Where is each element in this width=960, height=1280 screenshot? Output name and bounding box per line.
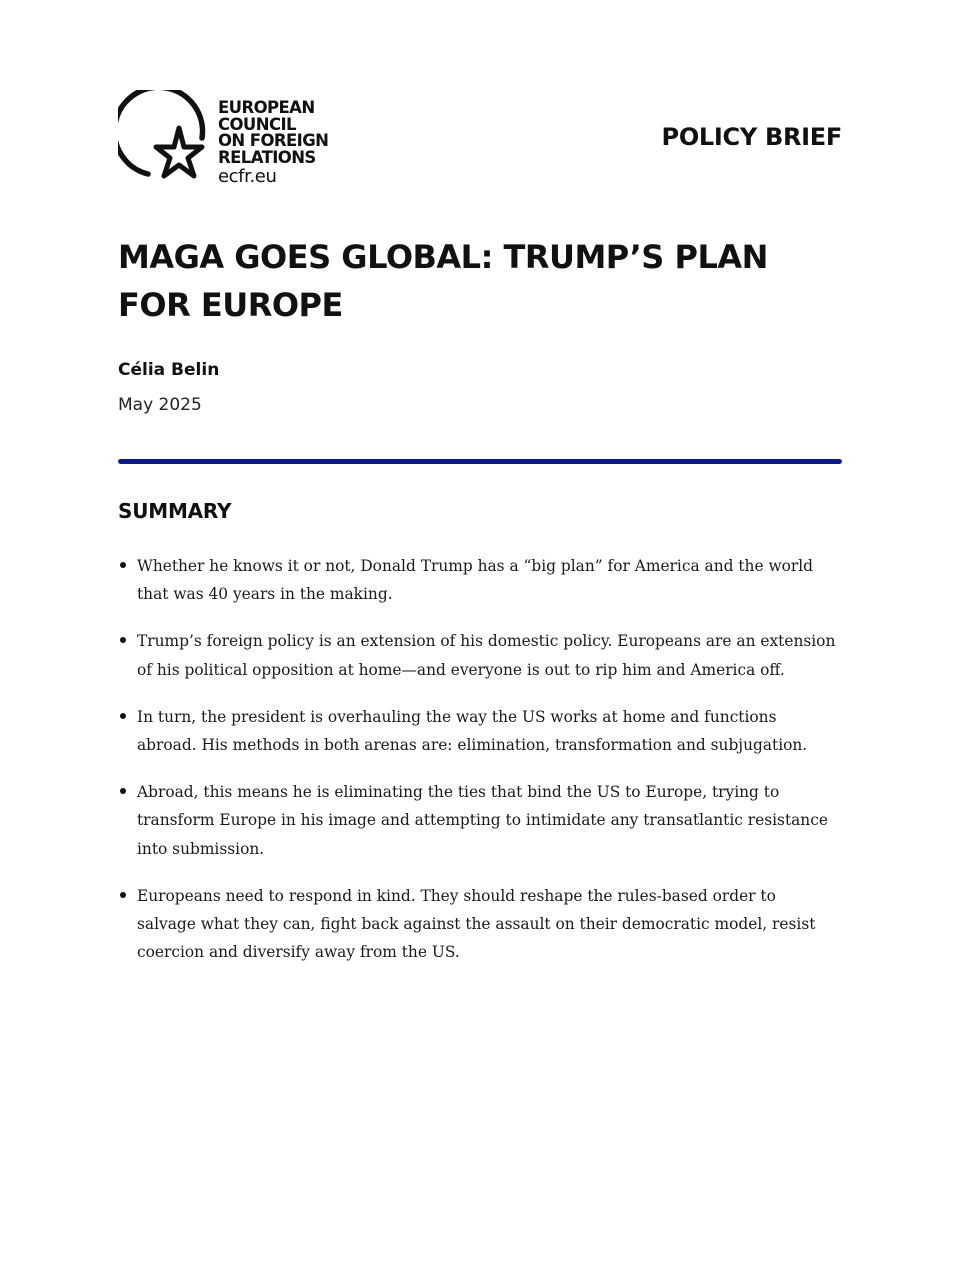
- logo-url: ecfr.eu: [218, 166, 277, 187]
- page-header: [118, 90, 842, 194]
- summary-item-text: Abroad, this means he is eliminating the ties that bind the US to Europe, trying to transform Europe in his image and attempting to intimidate any transatlantic resistance into submission.: [137, 783, 828, 858]
- bullet-icon: [120, 892, 126, 898]
- logo-line-3: ON FOREIGN: [218, 131, 329, 150]
- document-title: MAGA GOES GLOBAL: TRUMP’S PLAN FOR EUROPE: [118, 238, 768, 324]
- ecfr-logo: [118, 90, 338, 194]
- summary-item-text: Whether he knows it or not, Donald Trump has a “big plan” for America and the world that was 40 years in the making.: [137, 557, 814, 604]
- logo-wordmark: [218, 100, 328, 187]
- section-divider: [118, 459, 842, 464]
- summary-heading: SUMMARY: [118, 499, 232, 523]
- author-name: Célia Belin: [118, 360, 220, 380]
- document-type-label: POLICY BRIEF: [661, 123, 842, 151]
- publication-date: May 2025: [118, 395, 202, 415]
- summary-item: [118, 703, 838, 759]
- bullet-icon: [120, 637, 126, 643]
- bullet-icon: [120, 788, 126, 794]
- summary-item: [118, 627, 838, 683]
- logo-line-2: COUNCIL: [218, 114, 296, 134]
- logo-line-4: RELATIONS: [218, 147, 316, 167]
- summary-item: [118, 778, 838, 863]
- logo-line-1: EUROPEAN: [218, 98, 315, 117]
- summary-item: [118, 552, 838, 608]
- summary-item-text: In turn, the president is overhauling the way the US works at home and functions abroad. His methods in both arenas are: elimination, transformation and subjugation.: [137, 707, 808, 755]
- bullet-icon: [120, 713, 126, 719]
- bullet-icon: [120, 562, 126, 568]
- summary-item-text: Trump’s foreign policy is an extension of his domestic policy. Europeans are an extension of his political opposition at home—and everyone is out to rip him and America off.: [137, 632, 836, 679]
- summary-item: [118, 882, 838, 967]
- summary-item-text: Europeans need to respond in kind. They should reshape the rules-based order to salvage what they can, fight back against the assault on their democratic model, resist coercion and diversify away from the US.: [137, 886, 816, 962]
- circle-star-logo-icon: [118, 90, 218, 194]
- summary-list: [118, 552, 838, 985]
